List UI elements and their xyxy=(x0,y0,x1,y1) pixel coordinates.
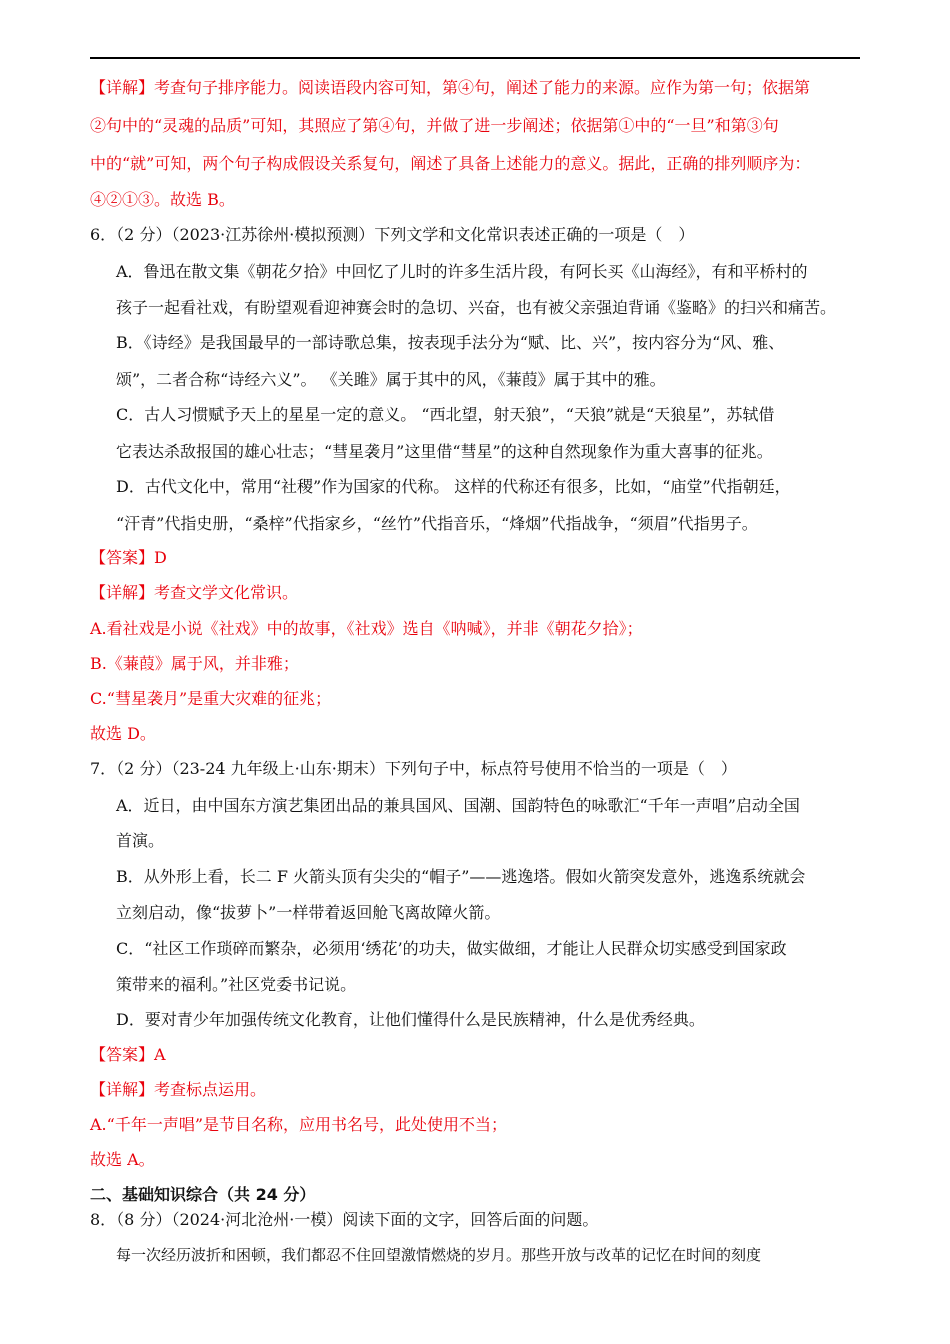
q7-detail-line: 【详解】考查标点运用。 xyxy=(90,1080,267,1099)
q8-stem: 8．（8 分）（2024·河北沧州·一模）阅读下面的文字，回答后面的问题。 xyxy=(90,1210,599,1229)
q7-option-b: B．从外形上看，长二 F 火箭头顶有尖尖的“帽子”——逃逸塔。假如火箭突发意外，逃逸系统就会 xyxy=(116,867,806,886)
q7-option-a: A．近日，由中国东方演艺集团出品的兼具国风、国潮、国韵特色的咏歌汇“千年一声唱”启动全国 xyxy=(116,796,800,815)
q6-detail-line: B.《蒹葭》属于风，并非雅； xyxy=(90,654,299,673)
q7-option-d: D．要对青少年加强传统文化教育，让他们懂得什么是民族精神，什么是优秀经典。 xyxy=(116,1010,705,1029)
q7-option-a-cont: 首演。 xyxy=(116,831,165,850)
q6-option-c-cont: 它表达杀敌报国的雄心壮志；“彗星袭月”这里借“彗星”的这种自然现象作为重大喜事的征兆。 xyxy=(116,442,773,461)
q6-option-c: C．古人习惯赋予天上的星星一定的意义。 “西北望，射天狼”，“天狼”就是“天狼星”，苏轼借 xyxy=(116,405,775,424)
q7-option-c: C．“社区工作琐碎而繁杂，必须用‘绣花’的功夫，做实做细，才能让人民群众切实感受到国家政 xyxy=(116,939,787,958)
q8-passage-line: 每一次经历波折和困顿，我们都忍不住回望激情燃烧的岁月。那些开放与改革的记忆在时间的刻度 xyxy=(116,1246,762,1264)
header-rule xyxy=(90,57,860,59)
q7-detail-line: 故选 A。 xyxy=(90,1150,155,1169)
q6-option-b-cont: 颂”，二者合称“诗经六义”。 《关雎》属于其中的风，《蒹葭》属于其中的雅。 xyxy=(116,370,666,389)
q7-option-b-cont: 立刻启动，像“拔萝卜”一样带着返回舱飞离故障火箭。 xyxy=(116,903,501,922)
q6-detail-line: 故选 D。 xyxy=(90,724,156,743)
q6-detail-line: A.看社戏是小说《社戏》中的故事，《社戏》选自《呐喊》，并非《朝花夕拾》； xyxy=(90,619,643,638)
q6-option-b: B．《诗经》是我国最早的一部诗歌总集，按表现手法分为“赋、比、兴”，按内容分为“风、雅、 xyxy=(116,333,785,352)
q5-detail-line: 中的“就”可知，两个句子构成假设关系复句，阐述了具备上述能力的意义。据此，正确的排列顺序为： xyxy=(90,154,811,173)
q6-detail-line: 【详解】考查文学文化常识。 xyxy=(90,583,299,602)
q6-option-d: D．古代文化中，常用“社稷”作为国家的代称。 这样的代称还有很多，比如，“庙堂”代指朝廷， xyxy=(116,477,791,496)
q7-option-c-cont: 策带来的福利。”社区党委书记说。 xyxy=(116,975,357,994)
q6-answer: 【答案】D xyxy=(90,548,167,567)
q5-detail-line: 【详解】考查句子排序能力。阅读语段内容可知，第④句，阐述了能力的来源。应作为第一句；依据第 xyxy=(90,78,811,97)
q7-detail-line: A.“千年一声唱”是节目名称，应用书名号，此处使用不当； xyxy=(90,1115,508,1134)
q7-answer: 【答案】A xyxy=(90,1045,166,1064)
q6-detail-line: C.“彗星袭月”是重大灾难的征兆； xyxy=(90,689,332,708)
q6-stem: 6．（2 分）（2023·江苏徐州·模拟预测）下列文学和文化常识表述正确的一项是（ ） xyxy=(90,225,695,244)
q6-option-a: A．鲁迅在散文集《朝花夕拾》中回忆了儿时的许多生活片段，有阿长买《山海经》，有和平桥村的 xyxy=(116,262,808,281)
q5-detail-line: ④②①③。故选 B。 xyxy=(90,190,235,209)
section-heading: 二、基础知识综合（共 24 分） xyxy=(90,1185,316,1204)
q6-option-d-cont: “汗青”代指史册，“桑梓”代指家乡，“丝竹”代指音乐，“烽烟”代指战争，“须眉”代指男子。 xyxy=(116,514,758,533)
q7-stem: 7．（2 分）（23-24 九年级上·山东·期末）下列句子中，标点符号使用不恰当的一项是（ ） xyxy=(90,759,737,778)
q6-option-a-cont: 孩子一起看社戏，有盼望观看迎神赛会时的急切、兴奋，也有被父亲强迫背诵《鉴略》的扫兴和痛苦。 xyxy=(116,298,837,317)
q5-detail-line: ②句中的“灵魂的品质”可知，其照应了第④句，并做了进一步阐述；依据第①中的“一旦”和第③句 xyxy=(90,116,779,135)
